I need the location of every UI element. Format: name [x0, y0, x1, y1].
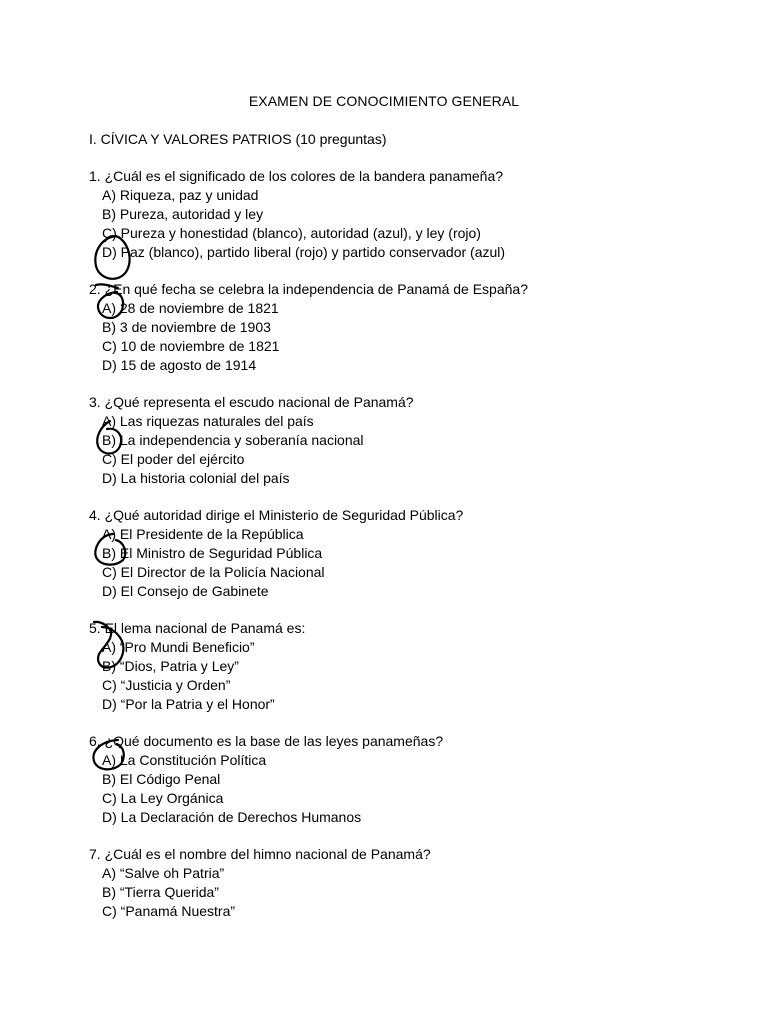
option-d: D) 15 de agosto de 1914: [102, 356, 257, 373]
option-b: B) El Código Penal: [102, 770, 221, 787]
question-text: 4. ¿Qué autoridad dirige el Ministerio de Seguridad Pública?: [89, 507, 464, 523]
option-c: C) El Director de la Policía Nacional: [102, 563, 325, 580]
question-text: 7. ¿Cuál es el nombre del himno nacional de Panamá?: [89, 846, 431, 862]
option-d: D) La Declaración de Derechos Humanos: [102, 808, 362, 825]
question-text: 3. ¿Qué representa el escudo nacional de Panamá?: [89, 394, 414, 410]
question-5: [89, 619, 305, 713]
option-a: A) 28 de noviembre de 1821: [102, 299, 279, 316]
question-text: 6. ¿Qué documento es la base de las leyes panameñas?: [89, 733, 444, 749]
question-4: [89, 506, 463, 600]
question-7: [89, 845, 431, 921]
option-d: D) Paz (blanco), partido liberal (rojo) y partido conservador (azul): [102, 243, 506, 260]
option-d: D) La historia colonial del país: [102, 469, 290, 486]
option-b: B) Pureza, autoridad y ley: [102, 205, 264, 222]
question-6: [89, 732, 443, 826]
option-c: C) “Panamá Nuestra”: [102, 902, 236, 919]
option-c: C) Pureza y honestidad (blanco), autoridad (azul), y ley (rojo): [102, 224, 481, 241]
exam-title: EXAMEN DE CONOCIMIENTO GENERAL: [248, 93, 520, 109]
section-heading: I. CÍVICA Y VALORES PATRIOS (10 preguntas): [89, 131, 387, 147]
option-a: A) El Presidente de la República: [102, 525, 304, 542]
option-c: C) “Justicia y Orden”: [102, 676, 231, 693]
option-b: B) El Ministro de Seguridad Pública: [102, 544, 323, 561]
question-text: 2. ¿En qué fecha se celebra la independencia de Panamá de España?: [89, 281, 528, 297]
question-text: 5. El lema nacional de Panamá es:: [89, 620, 306, 636]
question-3: [89, 393, 414, 487]
option-a: A) Riqueza, paz y unidad: [102, 186, 259, 203]
option-a: A) “Pro Mundi Beneficio”: [102, 638, 255, 655]
option-b: B) 3 de noviembre de 1903: [102, 318, 271, 335]
option-a: A) Las riquezas naturales del país: [102, 412, 314, 429]
question-2: [89, 280, 528, 374]
option-b: B) “Dios, Patria y Ley”: [102, 657, 239, 674]
option-c: C) La Ley Orgánica: [102, 789, 224, 806]
option-b: B) La independencia y soberanía nacional: [102, 431, 364, 448]
option-c: C) 10 de noviembre de 1821: [102, 337, 280, 354]
option-d: D) “Por la Patria y el Honor”: [102, 695, 275, 712]
option-b: B) “Tierra Querida”: [102, 883, 219, 900]
option-a: A) La Constitución Política: [102, 751, 267, 768]
question-text: 1. ¿Cuál es el significado de los colores de la bandera panameña?: [89, 168, 504, 184]
option-c: C) El poder del ejército: [102, 450, 245, 467]
option-a: A) “Salve oh Patria”: [102, 864, 225, 881]
question-1: [89, 167, 505, 261]
option-d: D) El Consejo de Gabinete: [102, 582, 269, 599]
